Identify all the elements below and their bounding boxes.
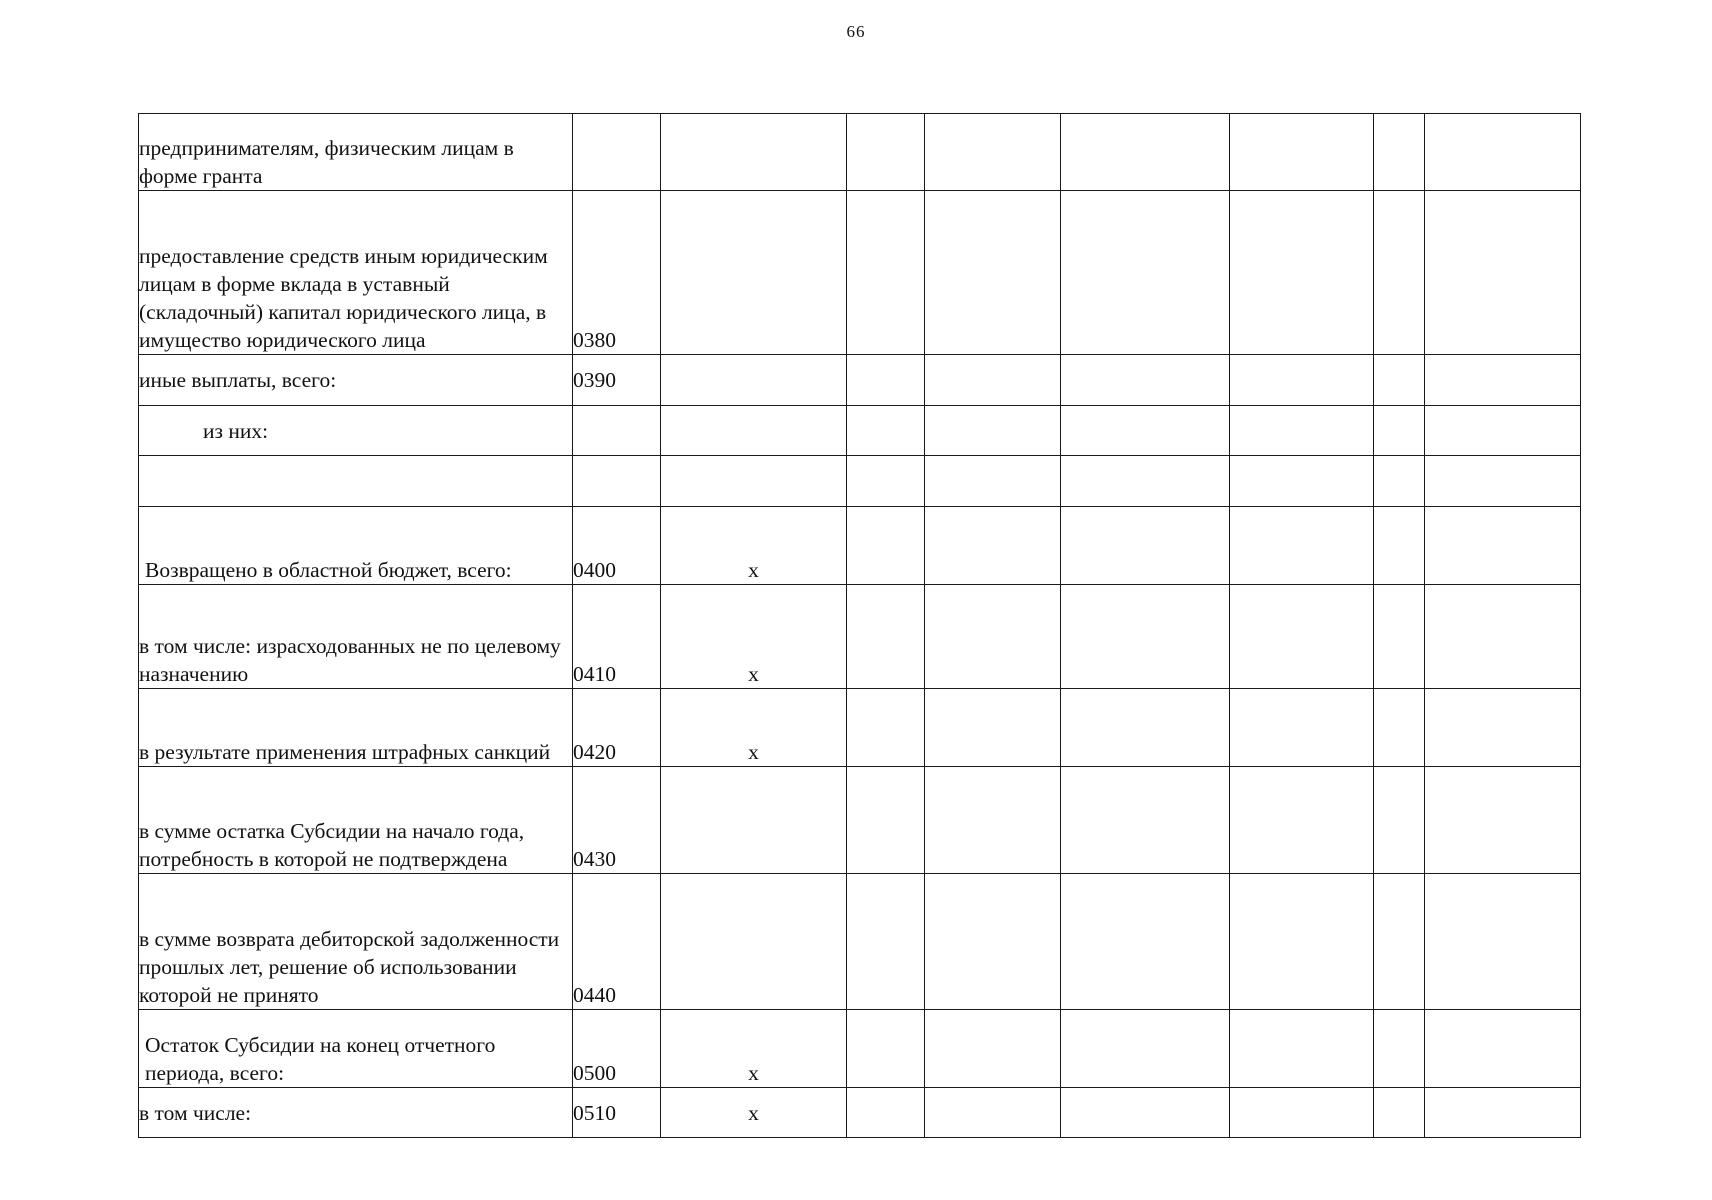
value-cell	[847, 689, 925, 767]
value-cell	[1230, 406, 1374, 456]
table-row	[139, 355, 1581, 406]
row-code: 0430	[573, 767, 661, 874]
row-code: 0420	[573, 689, 661, 767]
row-mark: x	[661, 507, 847, 585]
row-mark: x	[661, 689, 847, 767]
value-cell	[1425, 456, 1581, 507]
row-label	[139, 456, 573, 507]
value-cell	[847, 406, 925, 456]
value-cell	[1374, 585, 1425, 689]
value-cell	[1374, 689, 1425, 767]
row-code: 0500	[573, 1010, 661, 1088]
value-cell	[1061, 114, 1230, 191]
table-row	[139, 191, 1581, 355]
page-number: 66	[846, 22, 866, 41]
table-row	[139, 507, 1581, 585]
value-cell	[847, 355, 925, 406]
row-mark	[661, 874, 847, 1010]
value-cell	[925, 355, 1061, 406]
value-cell	[925, 767, 1061, 874]
table-row	[139, 689, 1581, 767]
value-cell	[1230, 191, 1374, 355]
value-cell	[1374, 114, 1425, 191]
value-cell	[1061, 507, 1230, 585]
value-cell	[1061, 767, 1230, 874]
row-label: в сумме остатка Субсидии на начало года, потребность в которой не подтверждена	[139, 767, 573, 874]
value-cell	[1061, 874, 1230, 1010]
table-row	[139, 456, 1581, 507]
value-cell	[1374, 767, 1425, 874]
value-cell	[1374, 456, 1425, 507]
value-cell	[847, 456, 925, 507]
value-cell	[1061, 1010, 1230, 1088]
value-cell	[925, 1010, 1061, 1088]
row-label: предпринимателям, физическим лицам в форме гранта	[139, 114, 573, 191]
report-table	[138, 113, 1581, 1138]
value-cell	[1230, 767, 1374, 874]
table-row	[139, 406, 1581, 456]
value-cell	[925, 585, 1061, 689]
value-cell	[1425, 767, 1581, 874]
table-row	[139, 874, 1581, 1010]
row-code: 0510	[573, 1088, 661, 1138]
value-cell	[1425, 114, 1581, 191]
value-cell	[1061, 585, 1230, 689]
value-cell	[847, 191, 925, 355]
row-code	[573, 406, 661, 456]
row-mark: x	[661, 1010, 847, 1088]
table-row	[139, 114, 1581, 191]
value-cell	[1230, 355, 1374, 406]
value-cell	[1230, 456, 1374, 507]
value-cell	[1230, 114, 1374, 191]
value-cell	[1230, 585, 1374, 689]
value-cell	[1061, 406, 1230, 456]
value-cell	[1230, 1088, 1374, 1138]
value-cell	[1374, 191, 1425, 355]
value-cell	[1374, 406, 1425, 456]
value-cell	[1374, 507, 1425, 585]
value-cell	[847, 585, 925, 689]
row-code: 0410	[573, 585, 661, 689]
row-mark	[661, 191, 847, 355]
value-cell	[925, 114, 1061, 191]
row-mark	[661, 114, 847, 191]
table-row	[139, 1010, 1581, 1088]
value-cell	[1425, 507, 1581, 585]
value-cell	[925, 456, 1061, 507]
value-cell	[925, 689, 1061, 767]
value-cell	[925, 874, 1061, 1010]
value-cell	[1425, 191, 1581, 355]
value-cell	[925, 406, 1061, 456]
row-label: из них:	[139, 406, 573, 456]
value-cell	[847, 507, 925, 585]
row-mark: x	[661, 1088, 847, 1138]
value-cell	[1425, 355, 1581, 406]
value-cell	[925, 1088, 1061, 1138]
value-cell	[1061, 689, 1230, 767]
row-label: Остаток Субсидии на конец отчетного периода, всего:	[139, 1010, 573, 1088]
value-cell	[925, 507, 1061, 585]
value-cell	[1230, 1010, 1374, 1088]
value-cell	[847, 767, 925, 874]
value-cell	[1425, 689, 1581, 767]
row-code: 0380	[573, 191, 661, 355]
row-label: иные выплаты, всего:	[139, 355, 573, 406]
value-cell	[847, 114, 925, 191]
row-label: предоставление средств иным юридическим лицам в форме вклада в уставный (складочный) капитал юридического лица, в имущество юридического лица	[139, 191, 573, 355]
row-code	[573, 114, 661, 191]
row-code: 0400	[573, 507, 661, 585]
value-cell	[1230, 689, 1374, 767]
value-cell	[1061, 355, 1230, 406]
value-cell	[1374, 874, 1425, 1010]
row-label: Возвращено в областной бюджет, всего:	[139, 507, 573, 585]
value-cell	[1374, 355, 1425, 406]
value-cell	[1425, 874, 1581, 1010]
value-cell	[1425, 1088, 1581, 1138]
value-cell	[1425, 585, 1581, 689]
value-cell	[847, 1010, 925, 1088]
value-cell	[847, 874, 925, 1010]
value-cell	[1061, 456, 1230, 507]
value-cell	[1374, 1088, 1425, 1138]
row-code: 0390	[573, 355, 661, 406]
value-cell	[1425, 406, 1581, 456]
row-mark: x	[661, 585, 847, 689]
value-cell	[925, 191, 1061, 355]
value-cell	[1425, 1010, 1581, 1088]
row-code	[573, 456, 661, 507]
table-row	[139, 585, 1581, 689]
row-mark	[661, 406, 847, 456]
row-label: в том числе:	[139, 1088, 573, 1138]
row-code: 0440	[573, 874, 661, 1010]
row-label: в сумме возврата дебиторской задолженности прошлых лет, решение об использовании которой не принято	[139, 874, 573, 1010]
row-mark	[661, 355, 847, 406]
row-label: в результате применения штрафных санкций	[139, 689, 573, 767]
value-cell	[1230, 874, 1374, 1010]
value-cell	[847, 1088, 925, 1138]
value-cell	[1374, 1010, 1425, 1088]
table-row	[139, 1088, 1581, 1138]
value-cell	[1061, 191, 1230, 355]
table-row	[139, 767, 1581, 874]
value-cell	[1230, 507, 1374, 585]
value-cell	[1061, 1088, 1230, 1138]
row-mark	[661, 456, 847, 507]
row-mark	[661, 767, 847, 874]
row-label: в том числе: израсходованных не по целевому назначению	[139, 585, 573, 689]
